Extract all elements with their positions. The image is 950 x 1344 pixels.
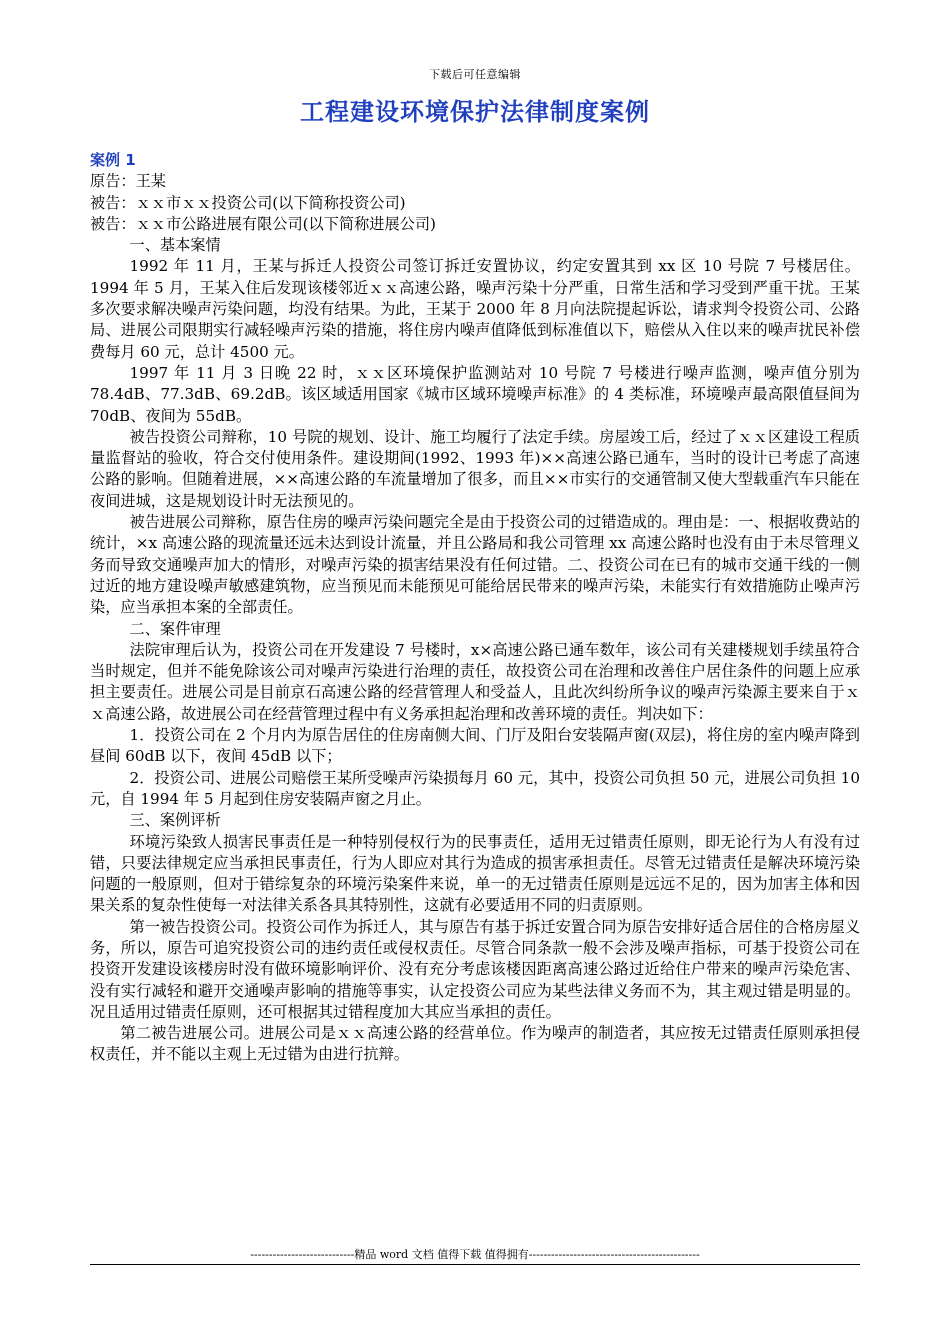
paragraph: 被告进展公司辩称，原告住房的噪声污染问题完全是由于投资公司的过错造成的。理由是：一、根据收费站的统计，×x 高速公路的现流量还远未达到设计流量，并且公路局和我公司管理 xx 高速公路时也没有由于未尽管理义务而导致交通噪声加大的情形，对噪声污染的损害结果没有任何过错。二、投资公司在已有的城市交通干线的一侧过近的地方建设噪声敏感建筑物，应当预见而未能预见可能给居民带来的噪声污染，未能实行有效措施防止噪声污染，应当承担本案的全部责任。 (90, 513, 860, 617)
case-label: 案例 1 (90, 151, 136, 169)
document-body (90, 150, 860, 1066)
section-heading-trial: 二、案件审理 (129, 619, 221, 638)
judgment-item: 2．投资公司、进展公司赔偿王某所受噪声污染损每月 60 元，其中，投资公司负担 50 元，进展公司负担 10 元，自 1994 年 5 月起到住房安装隔声窗之月止。 (90, 768, 860, 808)
paragraph: 第二被告进展公司。进展公司是ｘｘ高速公路的经营单位。作为噪声的制造者，其应按无过错责任原则承担侵权责任，并不能以主观上无过错为由进行抗辩。 (90, 1024, 860, 1064)
footer-note: ----------------------------精品 word 文档 值得下载 值得拥有---------------------------------------------- (250, 1248, 700, 1261)
footer-divider (90, 1264, 860, 1265)
header-note: 下载后可任意编辑 (429, 68, 521, 81)
judgment-item: 1．投资公司在 2 个月内为原告居住的住房南侧大间、门厅及阳台安装隔声窗(双层)，将住房的室内噪声降到昼间 60dB 以下，夜间 45dB 以下； (90, 726, 860, 766)
paragraph: 1997 年 11 月 3 日晚 22 时，ｘｘ区环境保护监测站对 10 号院 7 号楼进行噪声监测，噪声值分别为 78.4dB、77.3dB、69.2dB。该区域适用国家《城市区域环境噪声标准》的 4 类标准，环境噪声最高限值昼间为 70dB、夜间为 55dB。 (90, 363, 860, 425)
paragraph: 环境污染致人损害民事责任是一种特别侵权行为的民事责任，适用无过错责任原则，即无论行为人有没有过错，只要法律规定应当承担民事责任，行为人即应对其行为造成的损害承担责任。尽管无过错责任是解决环境污染问题的一般原则，但对于错综复杂的环境污染案件来说，单一的无过错责任原则是远远不足的，因为加害主体和因果关系的复杂性使每一对法律关系各具其特别性，这就有必要适用不同的归责原则。 (90, 832, 860, 915)
defendant-line-2: 被告：ｘｘ市公路进展有限公司(以下简称进展公司) (90, 214, 436, 233)
section-heading-analysis: 三、案例评析 (129, 811, 221, 830)
plaintiff-line: 原告：王某 (90, 172, 166, 191)
defendant-line-1: 被告：ｘｘ市ｘｘ投资公司(以下简称投资公司) (90, 193, 406, 212)
section-heading-basic: 一、基本案情 (129, 236, 221, 255)
paragraph: 被告投资公司辩称，10 号院的规划、设计、施工均履行了法定手续。房屋竣工后，经过了ｘｘ区建设工程质量监督站的验收，符合交付使用条件。建设期间(1992、1993 年)××高速公路已通车，当时的设计已考虑了高速公路的影响。但随着进展，××高速公路的车流量增加了很多，而且××市实行的交通管制又使大型载重汽车只能在夜间进城，这是规划设计时无法预见的。 (90, 427, 860, 510)
paragraph: 1992 年 11 月，王某与拆迁人投资公司签订拆迁安置协议，约定安置其到 xx 区 10 号院 7 号楼居住。1994 年 5 月，王某入住后发现该楼邻近ｘｘ高速公路，噪声污染十分严重，日常生活和学习受到严重干扰。王某多次要求解决噪声污染问题，均没有结果。为此，王某于 2000 年 8 月向法院提起诉讼，请求判令投资公司、公路局、进展公司限期实行减轻噪声污染的措施，将住房内噪声值降低到标准值以下，赔偿从入住以来的噪声扰民补偿费每月 60 元，总计 4500 元。 (90, 257, 860, 361)
paragraph: 第一被告投资公司。投资公司作为拆迁人，其与原告有基于拆迁安置合同为原告安排好适合居住的合格房屋义务，所以，原告可追究投资公司的违约责任或侵权责任。尽管合同条款一般不会涉及噪声指标，可基于投资公司在投资开发建设该楼房时没有做环境影响评价、没有充分考虑该楼因距离高速公路过近给住户带来的噪声污染危害、没有实行减轻和避开交通噪声影响的措施等事实，认定投资公司应为某些法律义务而不为，其主观过错是明显的。况且适用过错责任原则，还可根据其过错程度加大其应当承担的责任。 (90, 917, 860, 1021)
document-title: 工程建设环境保护法律制度案例 (300, 98, 650, 126)
paragraph: 法院审理后认为，投资公司在开发建设 7 号楼时，x×高速公路已通车数年，该公司有关建楼规划手续虽符合当时规定，但并不能免除该公司对噪声污染进行治理的责任，故投资公司在治理和改善住户居住条件的问题上应承担主要责任。进展公司是目前京石高速公路的经营管理人和受益人，且此次纠纷所争议的噪声污染源主要来自于ｘｘ高速公路，故进展公司在经营管理过程中有义务承担起治理和改善环境的责任。判决如下： (90, 640, 860, 723)
